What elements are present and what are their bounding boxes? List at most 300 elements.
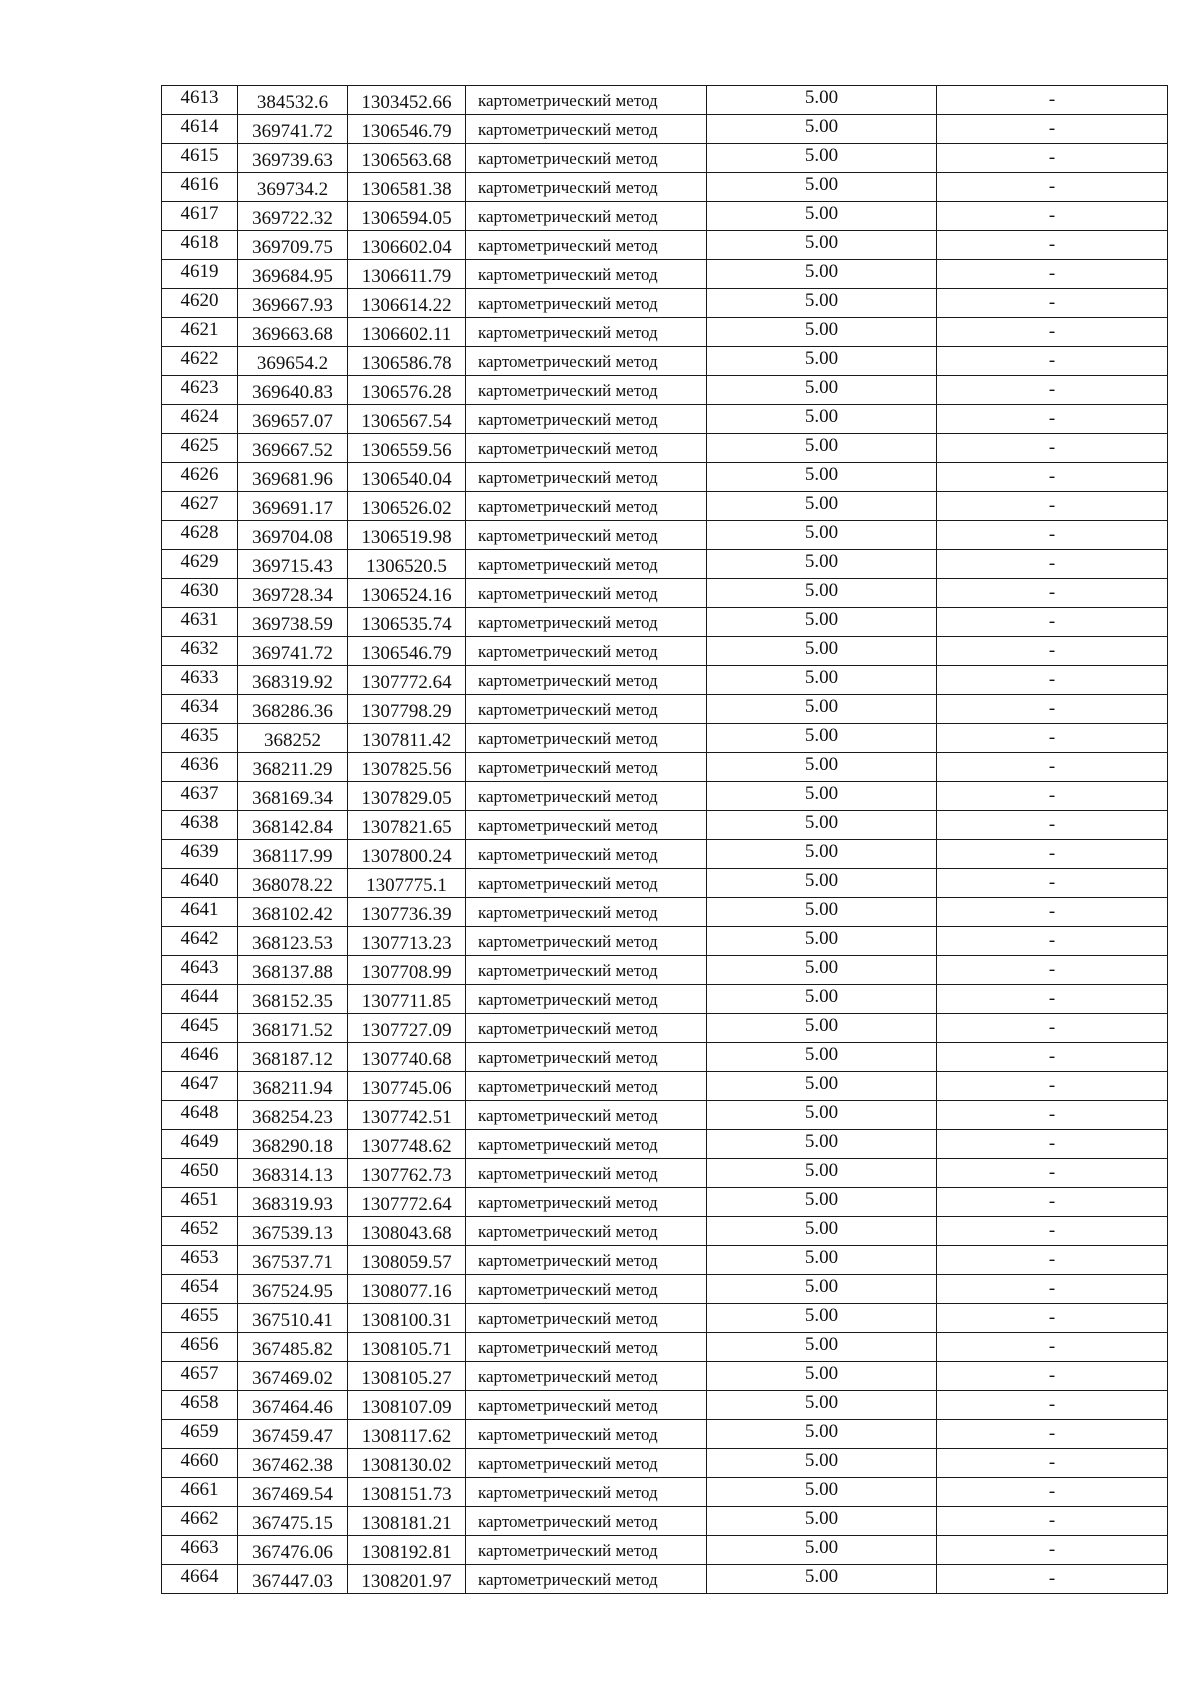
x-coordinate-cell	[238, 1014, 348, 1043]
y-coordinate-cell	[348, 202, 466, 231]
note-cell	[937, 753, 1168, 782]
table-row	[162, 898, 1168, 927]
accuracy-cell	[707, 1478, 937, 1507]
note-cell	[937, 1391, 1168, 1420]
cell-text: 5.00	[804, 841, 839, 862]
note-cell	[937, 492, 1168, 521]
cell-text: 4630	[180, 580, 219, 601]
cell-text: 5.00	[804, 145, 839, 166]
cell-text: 5.00	[804, 870, 839, 891]
cell-text: 4642	[180, 928, 219, 949]
cell-text: 1308181.21	[361, 1513, 452, 1534]
cell-text: 4651	[180, 1189, 219, 1210]
cell-text: 367476.06	[252, 1542, 333, 1563]
cell-text: 369684.95	[252, 266, 333, 287]
cell-text: 5.00	[804, 1218, 839, 1239]
cell-text: 5.00	[804, 928, 839, 949]
point-number-cell	[162, 1188, 238, 1217]
accuracy-cell	[707, 1072, 937, 1101]
cell-text: 4653	[180, 1247, 219, 1268]
cell-text: 1307762.73	[361, 1165, 452, 1186]
method-cell	[466, 666, 707, 695]
x-coordinate-cell	[238, 695, 348, 724]
cell-text: 5.00	[804, 1479, 839, 1500]
cell-text: 5.00	[804, 1073, 839, 1094]
cell-text: 5.00	[804, 696, 839, 717]
cell-text: 367510.41	[252, 1310, 333, 1331]
accuracy-cell	[707, 1130, 937, 1159]
cell-text: -	[1048, 118, 1056, 139]
method-cell	[466, 1188, 707, 1217]
table-row	[162, 724, 1168, 753]
x-coordinate-cell	[238, 347, 348, 376]
cell-text: картометрический метод	[478, 468, 658, 487]
cell-text: 4639	[180, 841, 219, 862]
y-coordinate-cell	[348, 463, 466, 492]
y-coordinate-cell	[348, 260, 466, 289]
cell-text: 5.00	[804, 1276, 839, 1297]
cell-text: 369741.72	[252, 121, 333, 142]
point-number-cell	[162, 1159, 238, 1188]
y-coordinate-cell	[348, 289, 466, 318]
method-cell	[466, 1304, 707, 1333]
cell-text: 5.00	[804, 899, 839, 920]
method-cell	[466, 1159, 707, 1188]
y-coordinate-cell	[348, 782, 466, 811]
accuracy-cell	[707, 724, 937, 753]
table-row	[162, 1507, 1168, 1536]
cell-text: 4650	[180, 1160, 219, 1181]
cell-text: картометрический метод	[478, 787, 658, 806]
accuracy-cell	[707, 869, 937, 898]
cell-text: картометрический метод	[478, 555, 658, 574]
note-cell	[937, 260, 1168, 289]
cell-text: 367485.82	[252, 1339, 333, 1360]
cell-text: 1307740.68	[361, 1049, 452, 1070]
point-number-cell	[162, 405, 238, 434]
method-cell	[466, 260, 707, 289]
cell-text: 1306526.02	[361, 498, 452, 519]
cell-text: 1306586.78	[361, 353, 452, 374]
cell-text: 1306602.04	[361, 237, 452, 258]
cell-text: -	[1048, 1133, 1056, 1154]
method-cell	[466, 492, 707, 521]
y-coordinate-cell	[348, 1101, 466, 1130]
cell-text: 1306594.05	[361, 208, 452, 229]
method-cell	[466, 637, 707, 666]
accuracy-cell	[707, 1159, 937, 1188]
cell-text: 5.00	[804, 1044, 839, 1065]
accuracy-cell	[707, 1043, 937, 1072]
accuracy-cell	[707, 115, 937, 144]
cell-text: 368290.18	[252, 1136, 333, 1157]
y-coordinate-cell	[348, 1217, 466, 1246]
table-row	[162, 231, 1168, 260]
y-coordinate-cell	[348, 1130, 466, 1159]
cell-text: -	[1048, 582, 1056, 603]
method-cell	[466, 579, 707, 608]
method-cell	[466, 1391, 707, 1420]
x-coordinate-cell	[238, 753, 348, 782]
note-cell	[937, 956, 1168, 985]
x-coordinate-cell	[238, 434, 348, 463]
cell-text: 4626	[180, 464, 219, 485]
cell-text: 1306614.22	[361, 295, 452, 316]
cell-text: картометрический метод	[478, 1309, 658, 1328]
x-coordinate-cell	[238, 231, 348, 260]
cell-text: 5.00	[804, 290, 839, 311]
y-coordinate-cell	[348, 608, 466, 637]
cell-text: 4619	[180, 261, 219, 282]
cell-text: -	[1048, 524, 1056, 545]
point-number-cell	[162, 1217, 238, 1246]
cell-text: 5.00	[804, 435, 839, 456]
note-cell	[937, 289, 1168, 318]
point-number-cell	[162, 492, 238, 521]
cell-text: 1308077.16	[361, 1281, 452, 1302]
point-number-cell	[162, 1043, 238, 1072]
table-row	[162, 869, 1168, 898]
accuracy-cell	[707, 811, 937, 840]
x-coordinate-cell	[238, 1536, 348, 1565]
cell-text: 5.00	[804, 261, 839, 282]
table-row	[162, 608, 1168, 637]
cell-text: 369715.43	[252, 556, 333, 577]
note-cell	[937, 1014, 1168, 1043]
note-cell	[937, 1362, 1168, 1391]
cell-text: -	[1048, 553, 1056, 574]
accuracy-cell	[707, 550, 937, 579]
cell-text: 4640	[180, 870, 219, 891]
cell-text: 4637	[180, 783, 219, 804]
y-coordinate-cell	[348, 840, 466, 869]
accuracy-cell	[707, 318, 937, 347]
point-number-cell	[162, 521, 238, 550]
cell-text: 1307713.23	[361, 933, 452, 954]
x-coordinate-cell	[238, 1362, 348, 1391]
cell-text: картометрический метод	[478, 207, 658, 226]
cell-text: 1307772.64	[361, 672, 452, 693]
cell-text: 368254.23	[252, 1107, 333, 1128]
point-number-cell	[162, 463, 238, 492]
cell-text: 1307800.24	[361, 846, 452, 867]
cell-text: -	[1048, 1510, 1056, 1531]
point-number-cell	[162, 231, 238, 260]
accuracy-cell	[707, 1217, 937, 1246]
note-cell	[937, 376, 1168, 405]
cell-text: 4664	[180, 1566, 219, 1587]
accuracy-cell	[707, 695, 937, 724]
method-cell	[466, 1536, 707, 1565]
accuracy-cell	[707, 260, 937, 289]
cell-text: -	[1048, 1104, 1056, 1125]
y-coordinate-cell	[348, 869, 466, 898]
y-coordinate-cell	[348, 173, 466, 202]
cell-text: 1308151.73	[361, 1484, 452, 1505]
table-row	[162, 521, 1168, 550]
method-cell	[466, 695, 707, 724]
note-cell	[937, 869, 1168, 898]
x-coordinate-cell	[238, 1043, 348, 1072]
table-row	[162, 1391, 1168, 1420]
accuracy-cell	[707, 1333, 937, 1362]
y-coordinate-cell	[348, 637, 466, 666]
cell-text: 1307825.56	[361, 759, 452, 780]
cell-text: картометрический метод	[478, 584, 658, 603]
cell-text: 1306576.28	[361, 382, 452, 403]
method-cell	[466, 1130, 707, 1159]
method-cell	[466, 782, 707, 811]
method-cell	[466, 1333, 707, 1362]
note-cell	[937, 840, 1168, 869]
cell-text: 1308100.31	[361, 1310, 452, 1331]
table-row	[162, 492, 1168, 521]
y-coordinate-cell	[348, 376, 466, 405]
cell-text: -	[1048, 1568, 1056, 1589]
y-coordinate-cell	[348, 521, 466, 550]
cell-text: 4628	[180, 522, 219, 543]
y-coordinate-cell	[348, 811, 466, 840]
cell-text: -	[1048, 1046, 1056, 1067]
cell-text: 5.00	[804, 1102, 839, 1123]
cell-text: 1306546.79	[361, 121, 452, 142]
x-coordinate-cell	[238, 86, 348, 115]
y-coordinate-cell	[348, 405, 466, 434]
x-coordinate-cell	[238, 608, 348, 637]
cell-text: 4616	[180, 174, 219, 195]
cell-text: -	[1048, 1249, 1056, 1270]
method-cell	[466, 811, 707, 840]
x-coordinate-cell	[238, 637, 348, 666]
cell-text: -	[1048, 727, 1056, 748]
accuracy-cell	[707, 173, 937, 202]
cell-text: 4635	[180, 725, 219, 746]
note-cell	[937, 1159, 1168, 1188]
cell-text: 369657.07	[252, 411, 333, 432]
cell-text: картометрический метод	[478, 1135, 658, 1154]
point-number-cell	[162, 1565, 238, 1594]
note-cell	[937, 695, 1168, 724]
cell-text: 1307708.99	[361, 962, 452, 983]
cell-text: 5.00	[804, 1508, 839, 1529]
note-cell	[937, 115, 1168, 144]
method-cell	[466, 1217, 707, 1246]
cell-text: картометрический метод	[478, 1425, 658, 1444]
cell-text: 1307772.64	[361, 1194, 452, 1215]
cell-text: -	[1048, 292, 1056, 313]
cell-text: картометрический метод	[478, 1367, 658, 1386]
point-number-cell	[162, 1478, 238, 1507]
cell-text: 4649	[180, 1131, 219, 1152]
cell-text: картометрический метод	[478, 120, 658, 139]
cell-text: картометрический метод	[478, 1164, 658, 1183]
cell-text: 5.00	[804, 464, 839, 485]
point-number-cell	[162, 1014, 238, 1043]
method-cell	[466, 1275, 707, 1304]
cell-text: 1306535.74	[361, 614, 452, 635]
cell-text: 1307736.39	[361, 904, 452, 925]
cell-text: -	[1048, 437, 1056, 458]
method-cell	[466, 985, 707, 1014]
cell-text: 1307775.1	[366, 875, 447, 896]
x-coordinate-cell	[238, 1072, 348, 1101]
note-cell	[937, 637, 1168, 666]
note-cell	[937, 1043, 1168, 1072]
cell-text: 1306524.16	[361, 585, 452, 606]
point-number-cell	[162, 608, 238, 637]
cell-text: 1306567.54	[361, 411, 452, 432]
y-coordinate-cell	[348, 492, 466, 521]
note-cell	[937, 434, 1168, 463]
note-cell	[937, 550, 1168, 579]
cell-text: 4646	[180, 1044, 219, 1065]
accuracy-cell	[707, 898, 937, 927]
y-coordinate-cell	[348, 1246, 466, 1275]
method-cell	[466, 405, 707, 434]
accuracy-cell	[707, 144, 937, 173]
accuracy-cell	[707, 1304, 937, 1333]
cell-text: 1308130.02	[361, 1455, 452, 1476]
cell-text: 4657	[180, 1363, 219, 1384]
method-cell	[466, 927, 707, 956]
cell-text: 5.00	[804, 1392, 839, 1413]
table-row	[162, 1304, 1168, 1333]
cell-text: 4627	[180, 493, 219, 514]
point-number-cell	[162, 1391, 238, 1420]
table-row	[162, 318, 1168, 347]
y-coordinate-cell	[348, 898, 466, 927]
note-cell	[937, 1536, 1168, 1565]
note-cell	[937, 1420, 1168, 1449]
cell-text: -	[1048, 1278, 1056, 1299]
x-coordinate-cell	[238, 840, 348, 869]
table-row	[162, 173, 1168, 202]
accuracy-cell	[707, 666, 937, 695]
cell-text: 369681.96	[252, 469, 333, 490]
y-coordinate-cell	[348, 1536, 466, 1565]
table-row	[162, 1333, 1168, 1362]
note-cell	[937, 1304, 1168, 1333]
point-number-cell	[162, 985, 238, 1014]
cell-text: 4662	[180, 1508, 219, 1529]
x-coordinate-cell	[238, 173, 348, 202]
cell-text: 4620	[180, 290, 219, 311]
accuracy-cell	[707, 927, 937, 956]
note-cell	[937, 898, 1168, 927]
x-coordinate-cell	[238, 666, 348, 695]
method-cell	[466, 1043, 707, 1072]
x-coordinate-cell	[238, 927, 348, 956]
point-number-cell	[162, 811, 238, 840]
cell-text: 384532.6	[256, 92, 329, 113]
method-cell	[466, 840, 707, 869]
cell-text: картометрический метод	[478, 526, 658, 545]
cell-text: картометрический метод	[478, 1454, 658, 1473]
cell-text: 4660	[180, 1450, 219, 1471]
cell-text: -	[1048, 814, 1056, 835]
cell-text: 5.00	[804, 493, 839, 514]
y-coordinate-cell	[348, 1072, 466, 1101]
cell-text: 5.00	[804, 1305, 839, 1326]
point-number-cell	[162, 376, 238, 405]
cell-text: 5.00	[804, 1160, 839, 1181]
cell-text: 369704.08	[252, 527, 333, 548]
cell-text: 4614	[180, 116, 219, 137]
table-row	[162, 637, 1168, 666]
method-cell	[466, 550, 707, 579]
cell-text: картометрический метод	[478, 1106, 658, 1125]
cell-text: картометрический метод	[478, 294, 658, 313]
cell-text: 369728.34	[252, 585, 333, 606]
cell-text: 4631	[180, 609, 219, 630]
cell-text: 369654.2	[256, 353, 329, 374]
table-row	[162, 289, 1168, 318]
accuracy-cell	[707, 608, 937, 637]
table-row	[162, 1130, 1168, 1159]
cell-text: 368169.34	[252, 788, 333, 809]
point-number-cell	[162, 202, 238, 231]
cell-text: картометрический метод	[478, 1280, 658, 1299]
x-coordinate-cell	[238, 811, 348, 840]
x-coordinate-cell	[238, 1478, 348, 1507]
cell-text: картометрический метод	[478, 236, 658, 255]
x-coordinate-cell	[238, 318, 348, 347]
note-cell	[937, 231, 1168, 260]
cell-text: картометрический метод	[478, 1512, 658, 1531]
point-number-cell	[162, 956, 238, 985]
note-cell	[937, 1565, 1168, 1594]
method-cell	[466, 1246, 707, 1275]
table-row	[162, 1565, 1168, 1594]
cell-text: 5.00	[804, 986, 839, 1007]
method-cell	[466, 86, 707, 115]
x-coordinate-cell	[238, 260, 348, 289]
x-coordinate-cell	[238, 724, 348, 753]
table-row	[162, 956, 1168, 985]
method-cell	[466, 753, 707, 782]
method-cell	[466, 144, 707, 173]
cell-text: 1306519.98	[361, 527, 452, 548]
cell-text: -	[1048, 640, 1056, 661]
cell-text: -	[1048, 379, 1056, 400]
point-number-cell	[162, 1449, 238, 1478]
note-cell	[937, 318, 1168, 347]
cell-text: 5.00	[804, 754, 839, 775]
cell-text: 1308201.97	[361, 1571, 452, 1592]
x-coordinate-cell	[238, 202, 348, 231]
y-coordinate-cell	[348, 231, 466, 260]
table-row	[162, 347, 1168, 376]
cell-text: 1307742.51	[361, 1107, 452, 1128]
accuracy-cell	[707, 1565, 937, 1594]
note-cell	[937, 1333, 1168, 1362]
accuracy-cell	[707, 86, 937, 115]
cell-text: 1308107.09	[361, 1397, 452, 1418]
accuracy-cell	[707, 753, 937, 782]
cell-text: 368142.84	[252, 817, 333, 838]
method-cell	[466, 434, 707, 463]
cell-text: картометрический метод	[478, 497, 658, 516]
y-coordinate-cell	[348, 1014, 466, 1043]
cell-text: -	[1048, 669, 1056, 690]
cell-text: 1307748.62	[361, 1136, 452, 1157]
cell-text: картометрический метод	[478, 1396, 658, 1415]
note-cell	[937, 927, 1168, 956]
cell-text: 4641	[180, 899, 219, 920]
y-coordinate-cell	[348, 318, 466, 347]
x-coordinate-cell	[238, 405, 348, 434]
cell-text: 367464.46	[252, 1397, 333, 1418]
